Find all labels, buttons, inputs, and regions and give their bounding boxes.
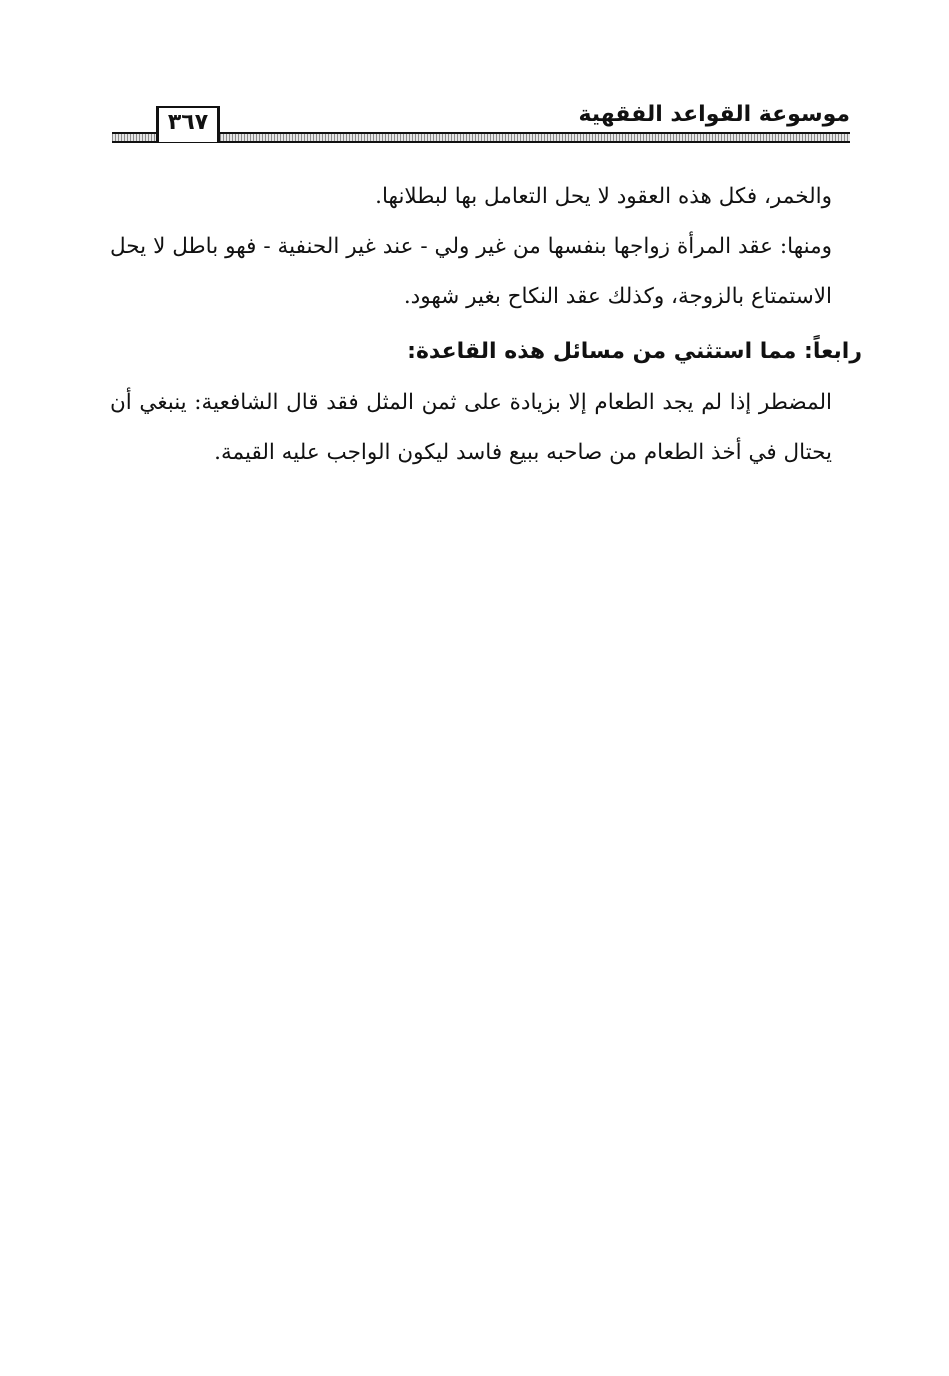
page-number: ٣٦٧ [156,106,220,142]
paragraph-3: المضطر إذا لم يجد الطعام إلا بزيادة على ثمن المثل فقد قال الشافعية: ينبغي أن يحتال في أخذ الطعام من صاحبه ببيع فاسد ليكون الواجب عليه القيمة. [110,390,832,465]
paragraph-2: ومنها: عقد المرأة زواجها بنفسها من غير ولي - عند غير الحنفية - فهو باطل لا يحل الاستمتاع بالزوجة، وكذلك عقد النكاح بغير شهود. [110,234,832,309]
book-title: موسوعة القواعد الفقهية [578,102,850,127]
paragraph-1: والخمر، فكل هذه العقود لا يحل التعامل بها لبطلانها. [375,184,832,209]
page-body [110,172,862,478]
section-heading: رابعاً: مما استثني من مسائل هذه القاعدة: [407,339,862,364]
header-rule [112,132,850,143]
page-header [112,100,850,150]
